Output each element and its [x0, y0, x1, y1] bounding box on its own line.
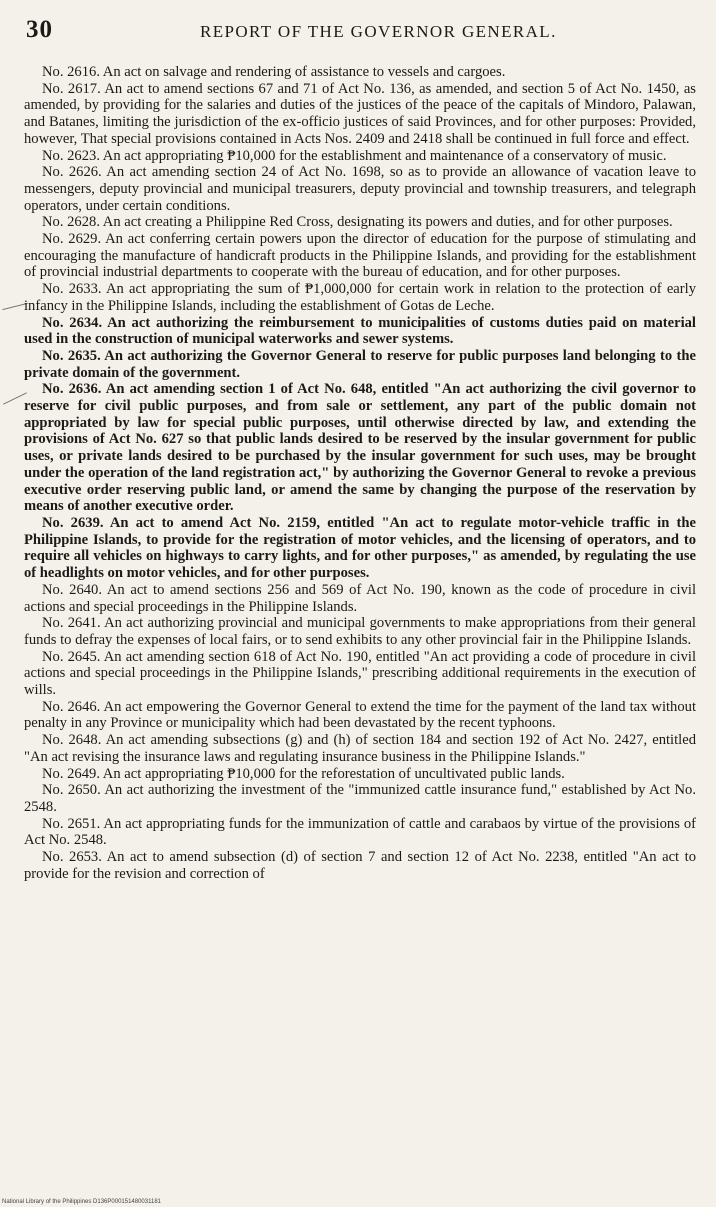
act-paragraph: No. 2634. An act authorizing the reimbursement to municipalities of customs duties paid on material used in the construction of municipal waterworks and sewer systems. — [24, 314, 696, 348]
running-head: REPORT OF THE GOVERNOR GENERAL. — [200, 22, 557, 41]
scan-footer: National Library of the Philippines D136P000151480031181 — [2, 1199, 162, 1205]
act-paragraph: No. 2649. An act appropriating ₱10,000 for the reforestation of uncultivated public lands. — [42, 765, 565, 782]
act-paragraph: No. 2635. An act authorizing the Governor General to reserve for public purposes land belonging to the private domain of the government. — [24, 347, 696, 381]
act-paragraph: No. 2648. An act amending subsections (g) and (h) of section 184 and section 192 of Act No. 2427, entitled "An act revising the insurance laws and regulating insurance business in the Philippine Islands." — [24, 732, 696, 765]
act-paragraph: No. 2617. An act to amend sections 67 and 71 of Act No. 136, as amended, and section 5 of Act No. 1450, as amended, by providing for the salaries and duties of the justices of the peace of the capitals of Mindoro, Palawan, and Batanes, limiting the jurisdiction of the ex-officio justices of said Provinces, and for other purposes: Provided, however, That special provisions contained in Acts Nos. 2409 and 2418 shall be continued in full force and effect. — [24, 80, 696, 147]
act-paragraph: No. 2650. An act authorizing the investment of the "immunized cattle insurance fund," established by Act No. 2548. — [24, 782, 696, 815]
act-paragraph: No. 2636. An act amending section 1 of Act No. 648, entitled "An act authorizing the civil governor to reserve for civil public purposes, and from sale or settlement, any part of the public domain not appropriated by law for special public purposes, until otherwise directed by law, and extending the provisions of Act No. 627 so that public lands desired to be reserved by the insular government for public uses, or private lands desired to be purchased by the insular government for such uses, may be brought under the operation of the land registration act," by authorizing the Governor General to revoke a previous executive order reserving public land, or amend the same by changing the purpose of the reservation by means of another executive order. — [24, 381, 696, 515]
act-paragraph: No. 2633. An act appropriating the sum of ₱1,000,000 for certain work in relation to the protection of early infancy in the Philippine Islands, including the establishment of Gotas de Leche. — [24, 281, 696, 314]
document-body — [24, 64, 696, 882]
act-paragraph: No. 2629. An act conferring certain powers upon the director of education for the purpose of stimulating and encouraging the manufacture of handicraft products in the Philippine Islands, and providing for the establishment of provincial industrial departments to cooperate with the bureau of education, and for other purposes. — [24, 231, 696, 281]
act-paragraph: No. 2641. An act authorizing provincial and municipal governments to make appropriations from their general funds to defray the expenses of local fairs, or to send exhibits to any other provincial fair in the Philippine Islands. — [24, 615, 696, 648]
act-paragraph: No. 2651. An act appropriating funds for the immunization of cattle and carabaos by virtue of the provisions of Act No. 2548. — [24, 815, 696, 849]
act-paragraph: No. 2616. An act on salvage and rendering of assistance to vessels and cargoes. — [42, 64, 506, 80]
act-paragraph: No. 2640. An act to amend sections 256 and 569 of Act No. 190, known as the code of procedure in civil actions and special proceedings in the Philippine Islands. — [24, 581, 696, 615]
page-number: 30 — [26, 16, 53, 43]
act-paragraph: No. 2639. An act to amend Act No. 2159, entitled "An act to regulate motor-vehicle traffic in the Philippine Islands, to provide for the registration of motor vehicles, and the licensing of operators, and to require all vehicles on highways to carry lights, and for other purposes," as amended, by regulating the use of headlights on motor vehicles, and for other purposes. — [24, 514, 696, 582]
act-paragraph: No. 2653. An act to amend subsection (d) of section 7 and section 12 of Act No. 2238, entitled "An act to provide for the revision and correction of — [24, 849, 696, 882]
page-header — [22, 14, 694, 54]
act-paragraph: No. 2626. An act amending section 24 of Act No. 1698, so as to provide an allowance of vacation leave to messengers, deputy provincial and municipal treasurers, deputy provincial and township treasurers, and telegraph operators, under certain conditions. — [24, 164, 696, 214]
act-paragraph: No. 2645. An act amending section 618 of Act No. 190, entitled "An act providing a code of procedure in civil actions and special proceedings in the Philippine Islands," prescribing additional requirements in the execution of wills. — [24, 648, 696, 699]
act-paragraph: No. 2646. An act empowering the Governor General to extend the time for the payment of the land tax without penalty in any Province or municipality which had been devastated by the recent typhoons. — [24, 698, 696, 732]
act-paragraph: No. 2628. An act creating a Philippine Red Cross, designating its powers and duties, and for other purposes. — [42, 214, 673, 231]
act-paragraph: No. 2623. An act appropriating ₱10,000 for the establishment and maintenance of a conservatory of music. — [42, 147, 667, 164]
